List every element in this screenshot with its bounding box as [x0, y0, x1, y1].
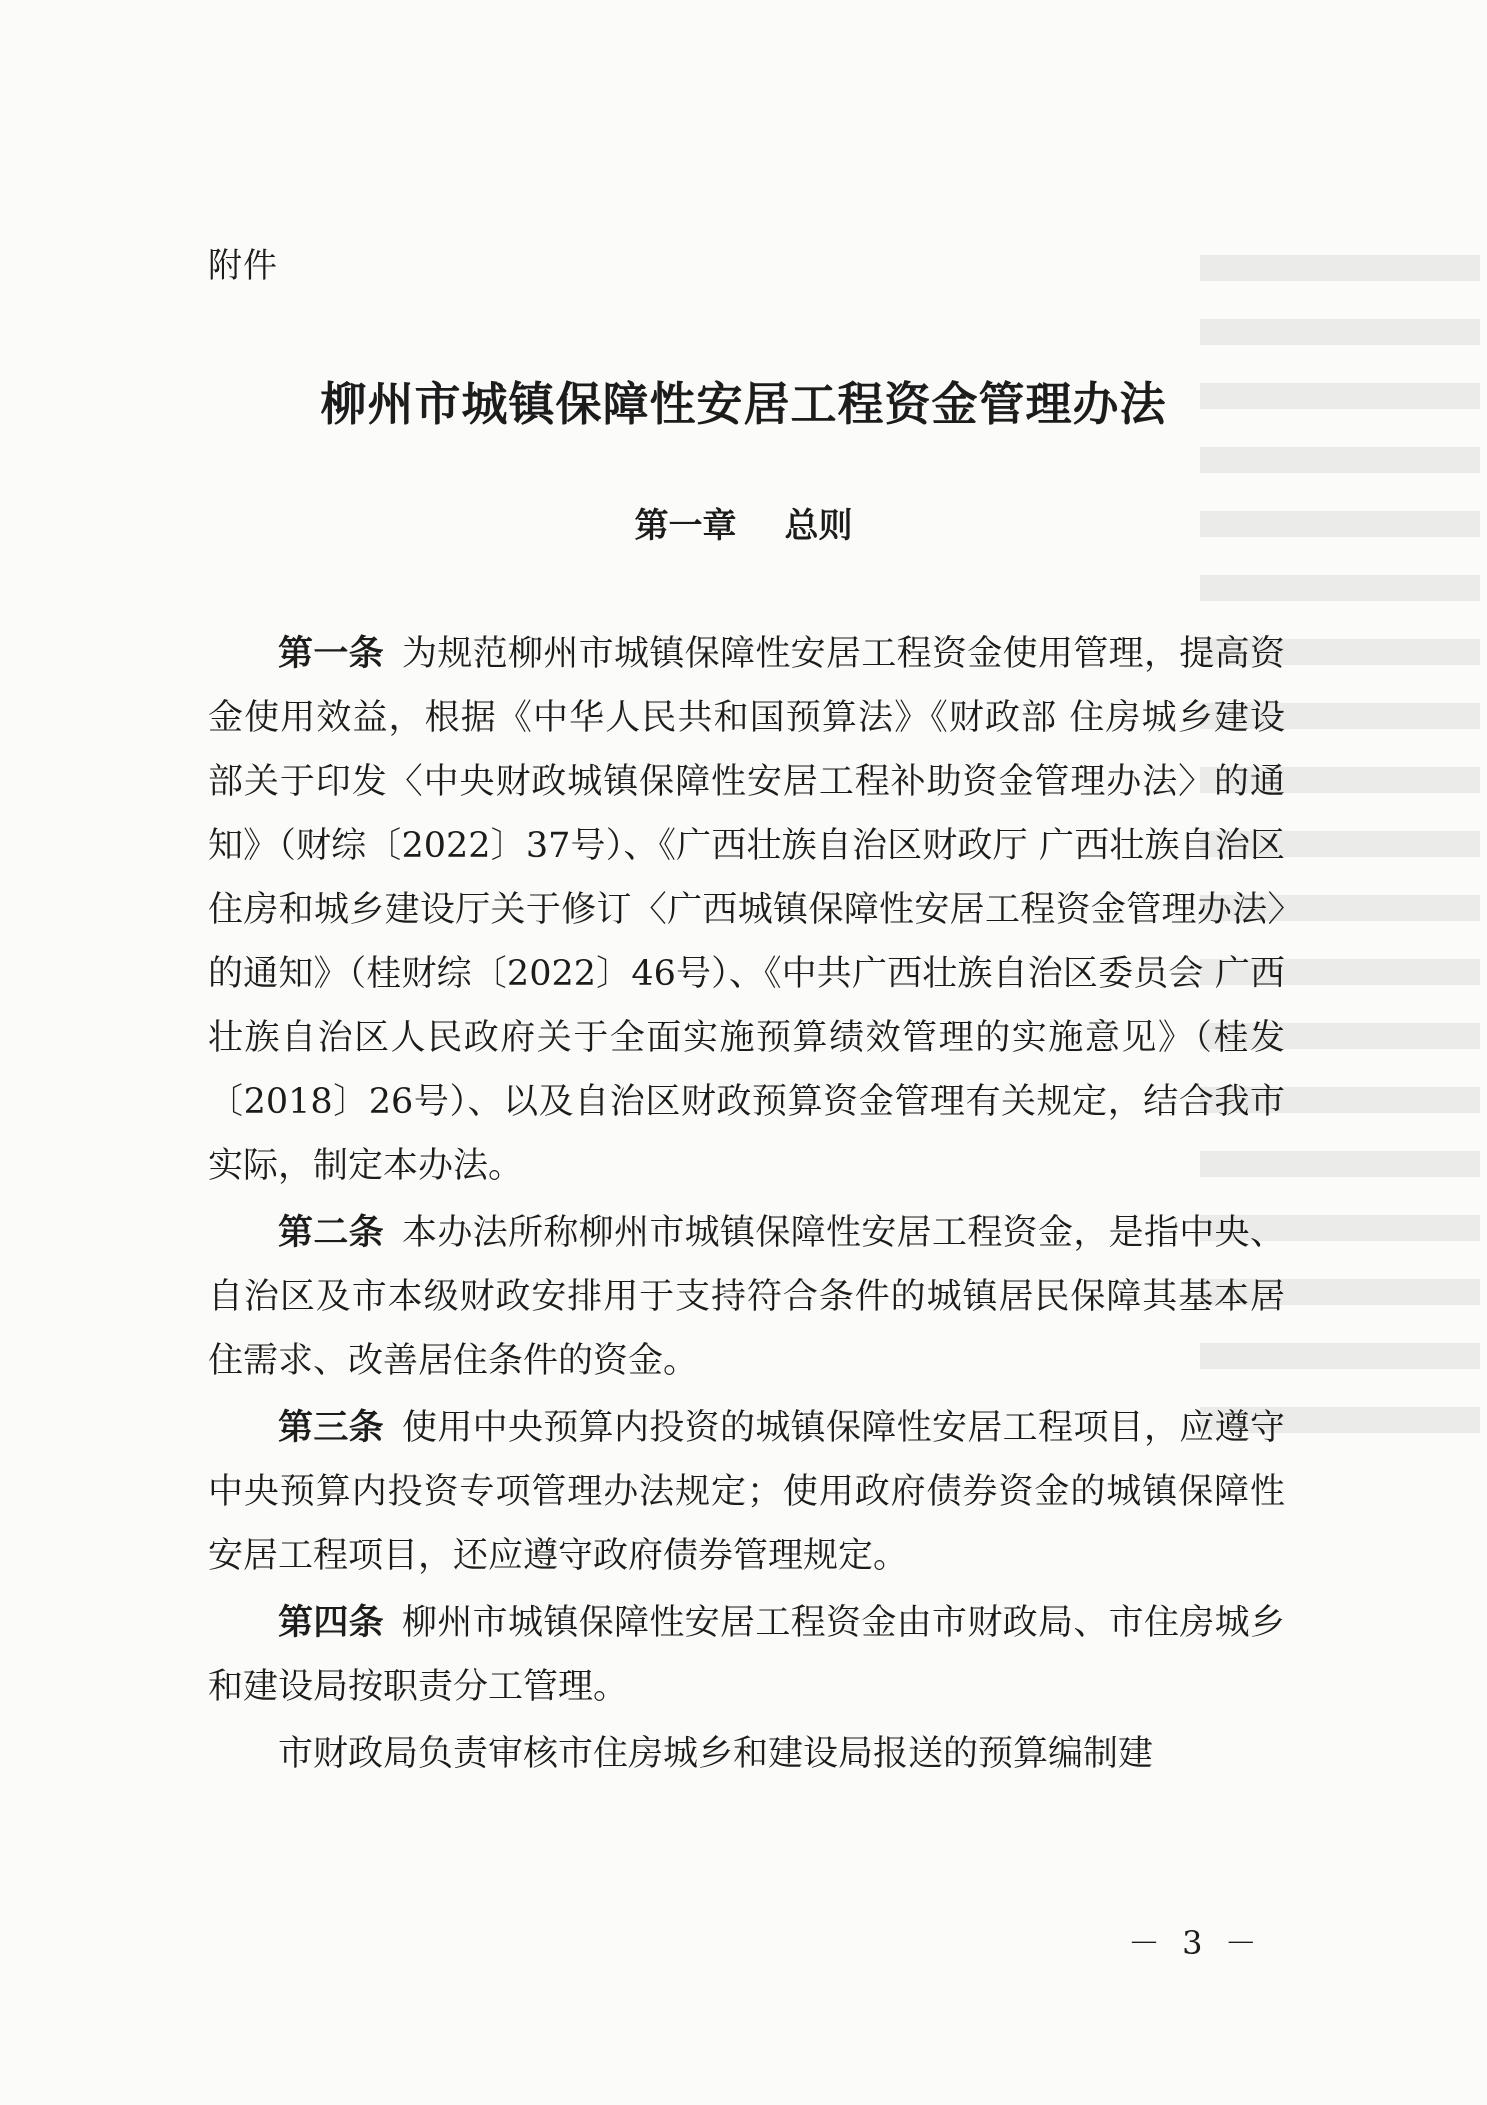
article-text: 使用中央预算内投资的城镇保障性安居工程项目，应遵守中央预算内投资专项管理办法规定；使用政府债券资金的城镇保障性安居工程项目，还应遵守政府债券管理规定。 [208, 1408, 1285, 1576]
attachment-label: 附件 [208, 246, 278, 286]
article-2 [208, 1201, 1285, 1393]
article-label: 第二条 [278, 1213, 384, 1253]
article-4 [208, 1591, 1285, 1719]
article-text: 柳州市城镇保障性安居工程资金由市财政局、市住房城乡和建设局按职责分工管理。 [208, 1603, 1285, 1707]
chapter-number: 第一章 [634, 506, 737, 546]
article-text: 本办法所称柳州市城镇保障性安居工程资金，是指中央、自治区及市本级财政安排用于支持符合条件的城镇居民保障其基本居住需求、改善居住条件的资金。 [208, 1213, 1285, 1381]
article-label: 第一条 [278, 634, 384, 674]
final-paragraph: 市财政局负责审核市住房城乡和建设局报送的预算编制建 [278, 1734, 1154, 1774]
document-body [208, 622, 1285, 1789]
chapter-heading [0, 498, 1487, 547]
page-number: － 3 － [1128, 1924, 1263, 1962]
document-title: 柳州市城镇保障性安居工程资金管理办法 [320, 377, 1167, 431]
article-text: 为规范柳州市城镇保障性安居工程资金使用管理，提高资金使用效益，根据《中华人民共和国预算法》《财政部 住房城乡建设部关于印发〈中央财政城镇保障性安居工程补助资金管理办法〉的通知》（财综〔2022〕37号）、《广西壮族自治区财政厅 广西壮族自治区住房和城乡建设厅关于修订〈广西城镇保障性安居工程资金管理办法〉的通知》（桂财综〔2022〕46号）、《中共广西壮族自治区委员会 广西壮族自治区人民政府关于全面实施预算绩效管理的实施意见》（桂发〔2018〕26号）、以及自治区财政预算资金管理有关规定，结合我市实际，制定本办法。 [208, 634, 1285, 1186]
article-label: 第三条 [278, 1408, 384, 1448]
article-3 [208, 1396, 1285, 1588]
article-label: 第四条 [278, 1603, 384, 1643]
article-1 [208, 622, 1285, 1198]
chapter-name: 总则 [784, 506, 853, 546]
